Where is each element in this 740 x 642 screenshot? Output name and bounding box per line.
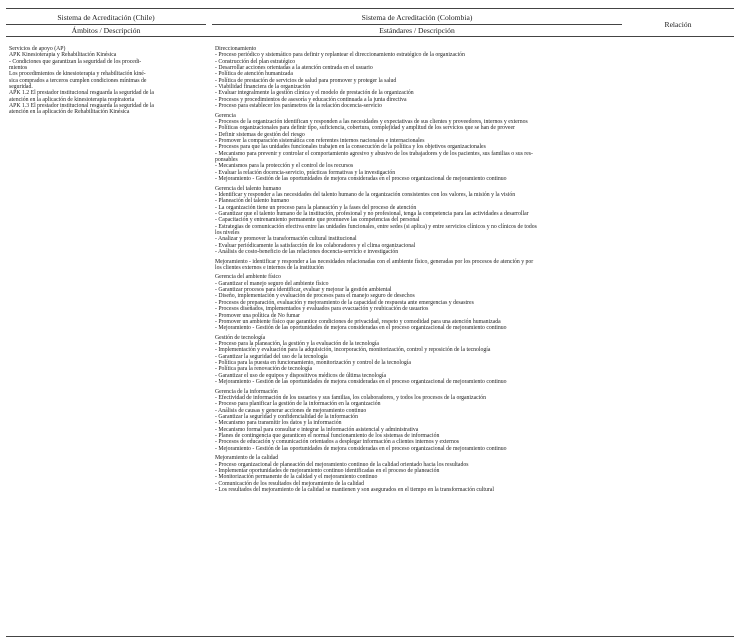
section-item: - Política para la renovación de tecnología	[215, 366, 313, 373]
section-item: - Garantizar el uso de equipos y dispositivos médicos de última tecnología	[215, 372, 387, 379]
section-item: - Promover una política de No fumar	[215, 312, 300, 319]
table-top-rule	[6, 8, 734, 9]
section-item: - Política de atención humanizada	[215, 71, 293, 78]
section-item: - Evaluar integralmente la gestión clínica y el modelo de prestación de la organización	[215, 90, 414, 97]
section-item: - Proceso organizacional de planeación del mejoramiento continuo de la calidad orientado hacia los resultados	[215, 461, 469, 468]
section-item: - Garantizar el manejo seguro del ambiente físico	[215, 280, 329, 287]
header-colombia: Sistema de Acreditación (Colombia)	[361, 13, 473, 22]
header-colombia-sub: Estándares / Descripción	[379, 26, 455, 35]
section-item: - Análisis de causas y generar acciones de mejoramiento continuo	[215, 407, 367, 414]
section-title: Gestión de tecnología	[215, 334, 266, 341]
chile-line: mientos	[9, 65, 28, 72]
section-item: - Viabilidad financiera de la organización	[215, 84, 311, 91]
chile-line: - Condiciones que garantizan la seguridad de los procedi-	[9, 58, 142, 65]
section-title: Gerencia del ambiente físico	[215, 274, 281, 281]
section-item: - Procesos de preparación, evaluación y mejoramiento de la capacidad de respuesta ante emergencias y desastres	[215, 299, 474, 306]
section-item: - Implementar oportunidades de mejoramiento continuo identificadas en el proceso de planeación	[215, 467, 440, 474]
section-item: - Proceso para la planeación, la gestión y la evaluación de la tecnología	[215, 341, 379, 348]
section-title: Mejoramiento de la calidad	[215, 455, 279, 462]
section-title: Gerencia de la información	[215, 388, 278, 395]
section-title: Gerencia del talento humano	[215, 185, 282, 192]
chile-line: APK 1.3 El prestador institucional resguarda la seguridad de la	[9, 103, 154, 110]
chile-line: Los procedimientos de kinesioterapia y rehabilitación kiné-	[9, 71, 146, 78]
section-item: - Mecanismo para transmitir los datos y la información	[215, 420, 342, 427]
section-item: - Procesos para que las unidades funcionales trabajen en la consecución de la política y los objetivos organizacionales	[215, 144, 486, 151]
section-item: - Procesos de educación y comunicación orientados a desplegar información a clientes internos y externos	[215, 439, 459, 446]
chile-line: seguridad.	[9, 84, 33, 91]
section-item: ponsables	[215, 157, 238, 164]
section-item: - Construcción del plan estratégico	[215, 58, 296, 65]
header-chile-sub: Ámbitos / Descripción	[71, 26, 141, 35]
header-mid-rule-chile	[6, 24, 206, 25]
section-item: - Políticas organizacionales para definir tipo, suficiencia, cobertura, complejidad y amplitud de los servicios que se han de proveer	[215, 125, 515, 132]
section-item: - Capacitación y entrenamiento permanente que promueve las competencias del personal	[215, 217, 420, 224]
section-item: los clientes externos e internos de la institución	[215, 264, 324, 271]
chile-line: atención en la aplicación de Rehabilitación Kinésica	[9, 109, 130, 116]
section-item: - Los resultados del mejoramiento de la calidad se mantienen y son asegurados en el tiempo en la transformación cultural	[215, 487, 494, 493]
section-item: - Proceso para establecer los parámetros de la relación docencia-servicio	[215, 103, 382, 110]
section-item: - Comunicación de los resultados del mejoramiento de la calidad	[215, 480, 364, 487]
section-item: - Promover un ambiente físico que garantice condiciones de privacidad, respeto y comodidad para una atención humanizada	[215, 318, 501, 325]
chile-line: sica comprados a terceros cumplen condiciones mínimas de	[9, 77, 147, 84]
section-item: - Promover la comparación sistemática con referentes internos nacionales e internacionales	[215, 138, 425, 144]
section-item: - Mecanismos para la protección y el control de los recursos	[215, 163, 354, 170]
section-item: - Analizar y promover la transformación cultural institucional	[215, 236, 357, 243]
header-chile: Sistema de Acreditación (Chile)	[57, 13, 155, 22]
section-item: - Procesos de la organización identifican y responden a las necesidades y expectativas de sus clientes y proveedores, internos y externos	[215, 118, 528, 125]
section-item: - Mejoramiento - Gestión de las oportunidades de mejora consideradas en el proceso organizacional de mejoramiento continuo	[215, 176, 507, 183]
table-bottom-rule	[6, 636, 734, 637]
section-item: - Garantizar la seguridad del uso de la tecnología	[215, 353, 328, 360]
section-item: - Procesos diseñados, implementados y evaluados para evacuación y reubicación de usuarios	[215, 306, 429, 313]
section-title: Direccionamiento	[215, 46, 257, 52]
section-item: - Diseño, implementación y evaluación de procesos para el manejo seguro de desechos	[215, 293, 415, 300]
section-item: - Evaluar periódicamente la satisfacción de los colaboradores y el clima organizacional	[215, 242, 416, 249]
section-item: - Política de prestación de servicios de salud para promover y proteger la salud	[215, 77, 397, 84]
chile-line: APK Kinesioterapia y Rehabilitación Kinésica	[9, 52, 117, 59]
chile-line: Servicios de apoyo (AP)	[9, 46, 66, 52]
section-item: - Identificar y responder a las necesidades del talento humano de la organización consistentes con los valores, la misión y la visión	[215, 191, 516, 198]
accreditation-table	[6, 8, 734, 638]
section-item: - Garantizar la seguridad y confidencialidad de la información	[215, 414, 359, 421]
section-title: Gerencia	[215, 112, 236, 119]
section-item: - Desarrollar acciones orientadas a la atención centrada en el usuario	[215, 65, 373, 72]
chile-line: atención en la aplicación de kinesioterapia respiratoria	[9, 96, 135, 103]
section-item: - Proceso periódico y sistemático para definir y replantear el direccionamiento estratégico de la organización	[215, 52, 465, 59]
section-item: - Política para la puesta en funcionamiento, monitorización y control de la tecnología	[215, 360, 411, 367]
chile-column	[9, 46, 202, 116]
section-item: - Monitorización permanente de la calidad y el mejoramiento continuo	[215, 474, 378, 481]
section-item: - Garantizar procesos para identificar, evaluar y mejorar la gestión ambiental	[215, 287, 392, 294]
colombia-column	[215, 46, 620, 493]
section-item: - Procesos y procedimientos de asesoría y educación continuada a la junta directiva	[215, 96, 407, 103]
section-item: - Proceso para planificar la gestión de la información en la organización	[215, 401, 381, 408]
header-relation: Relación	[664, 20, 692, 29]
header-bottom-rule	[6, 36, 734, 37]
section-item: - Definir sistemas de gestión del riesgo	[215, 131, 305, 138]
section-item: - Estrategias de comunicación efectiva entre las unidades funcionales, entre sedes (si aplica) y entre servicios clínicos y no clínicos de todos	[215, 223, 537, 230]
section-item: los niveles	[215, 230, 240, 236]
section-item: - Planes de contingencia que garanticen el normal funcionamiento de los sistemas de información	[215, 433, 440, 440]
section-item: Mejoramiento - identificar y responder a las necesidades relacionadas con el ambiente físico, generadas por los procesos de atención y por	[215, 258, 534, 265]
section-item: - Mejoramiento - Gestión de las oportunidades de mejora consideradas en el proceso organizacional de mejoramiento continuo	[215, 379, 507, 386]
section-item: - Garantizar que el talento humano de la institución, profesional y no profesional, tenga la competencia para las actividades a desarrollar	[215, 210, 529, 217]
section-item: - Mejoramiento - Gestión de las oportunidades de mejora consideradas en el proceso organizacional de mejoramiento continuo	[215, 325, 507, 332]
section-item: - Mecanismo para prevenir y controlar el comportamiento agresivo y abusivo de los trabajadores y de los pacientes, sus familias o sus res-	[215, 150, 533, 157]
section-item: - Mecanismo formal para consultar e integrar la información asistencial y administrativa	[215, 426, 419, 433]
header-mid-rule-colombia	[212, 24, 622, 25]
chile-line: APK 1.2 El prestador institucional resguarda la seguridad de la	[9, 90, 154, 97]
section-item: - La organización tiene un proceso para la planeación y la fases del proceso de atención	[215, 204, 417, 211]
section-item: - Efectividad de información de los usuarios y sus familias, los colaboradores, y todos los procesos de la organización	[215, 395, 487, 401]
section-item: - Implementación y evaluación para la adquisición, incorporación, monitorización, control y reposición de la tecnología	[215, 347, 491, 354]
section-item: - Planeación del talento humano	[215, 198, 290, 205]
section-item: - Evaluar la relación docencia-servicio, prácticas formativas y la investigación	[215, 169, 396, 176]
section-item: - Análisis de costo-beneficio de las relaciones docencia-servicio e investigación	[215, 249, 399, 256]
section-item: - Mejoramiento - Gestión de las oportunidades de mejora consideradas en el proceso organizacional de mejoramiento continuo	[215, 445, 507, 452]
